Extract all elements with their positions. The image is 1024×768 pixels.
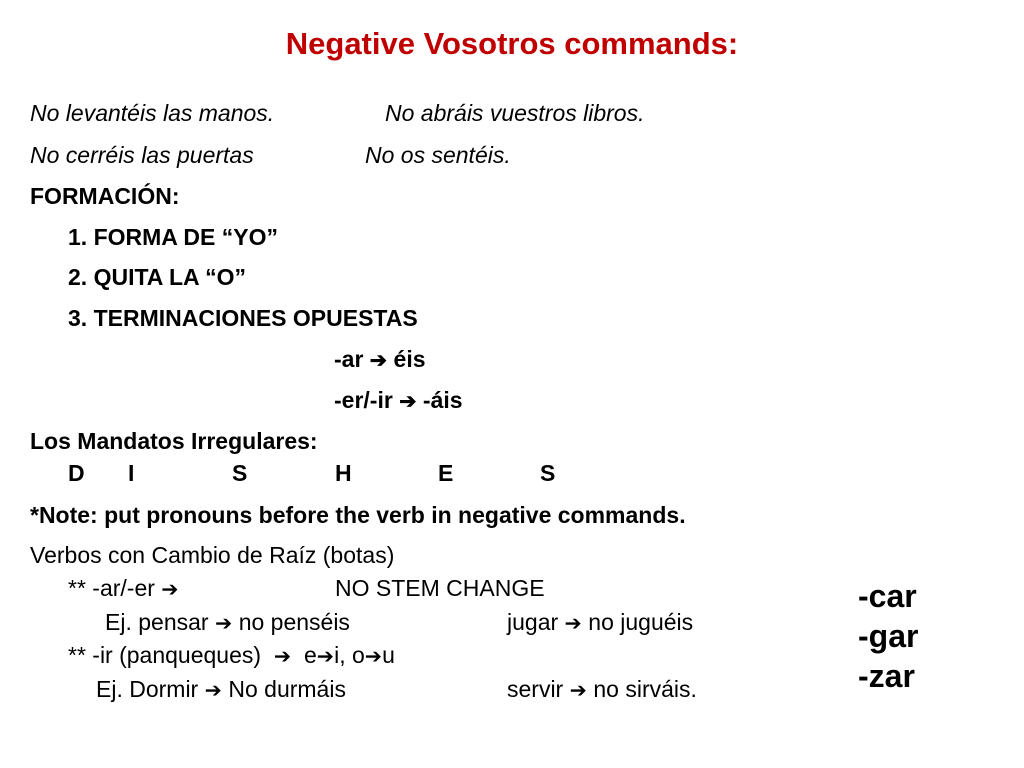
ending-ar — [334, 346, 426, 373]
formation-step-2: 2. QUITA LA “O” — [68, 264, 247, 290]
verb-infinitive: jugar — [507, 609, 559, 635]
verb-infinitive: servir — [507, 676, 564, 702]
stem-label-text: ** -ar/-er — [68, 575, 155, 601]
example-line-1 — [30, 100, 274, 127]
note-text: *Note: put pronouns before the verb in negative commands. — [30, 502, 686, 528]
ending-from: -er/-ir — [334, 387, 393, 413]
arrow-right-icon: ➔ — [214, 612, 233, 635]
verb-command: no penséis — [238, 609, 350, 635]
spelling-zar: -zar — [858, 658, 915, 694]
verb-infinitive: Ej. pensar — [105, 609, 209, 635]
dishes-letter-s: S — [232, 460, 248, 486]
arrow-right-icon: ➔ — [564, 612, 582, 635]
verb-command: No durmáis — [228, 676, 346, 702]
example-line-2 — [385, 100, 645, 127]
formation-step-3: 3. TERMINACIONES OPUESTAS — [68, 305, 418, 331]
irregulars-heading: Los Mandatos Irregulares: — [30, 428, 318, 454]
example-text: No cerréis las puertas — [30, 142, 254, 168]
example-line-3 — [30, 142, 254, 169]
vowel-u: u — [382, 642, 395, 668]
example-servir — [507, 676, 697, 703]
ending-to: -áis — [422, 387, 463, 413]
ending-from: -ar — [334, 346, 364, 372]
arrow-right-icon: ➔ — [399, 390, 417, 413]
dishes-letter-i: I — [128, 460, 135, 486]
formation-step-1: 1. FORMA DE “YO” — [68, 224, 278, 250]
verb-infinitive: Ej. Dormir — [96, 676, 199, 702]
stem-label-text: ** -ir (panqueques) — [68, 642, 262, 668]
stem-ar-er-value: NO STEM CHANGE — [335, 575, 545, 601]
dishes-letter-s2: S — [540, 460, 556, 486]
dishes-letter-d: D — [68, 460, 85, 486]
arrow-right-icon: ➔ — [161, 578, 179, 601]
spelling-car: -car — [858, 578, 917, 614]
example-text: No levantéis las manos. — [30, 100, 275, 126]
page-title: Negative Vosotros commands: — [285, 26, 739, 61]
example-text: No abráis vuestros libros. — [385, 100, 645, 126]
arrow-right-icon: ➔ — [369, 349, 388, 372]
arrow-right-icon: ➔ — [316, 645, 335, 668]
arrow-right-icon: ➔ — [364, 645, 383, 668]
example-jugar — [507, 609, 693, 636]
formation-heading: FORMACIÓN: — [30, 183, 180, 209]
stem-heading: Verbos con Cambio de Raíz (botas) — [30, 542, 395, 568]
arrow-right-icon: ➔ — [273, 645, 292, 668]
example-text: No os sentéis. — [365, 142, 511, 168]
dishes-letter-e: E — [438, 460, 454, 486]
verb-command: no sirváis. — [593, 676, 697, 702]
verb-command: no juguéis — [588, 609, 694, 635]
example-dormir — [96, 676, 346, 703]
dishes-letter-h: H — [335, 460, 352, 486]
vowel-i-o: i, o — [334, 642, 365, 668]
arrow-right-icon: ➔ — [204, 679, 222, 702]
vowel-e: e — [303, 642, 317, 668]
ending-er-ir — [334, 387, 463, 414]
stem-ir-line — [68, 642, 395, 669]
ending-to: éis — [393, 346, 426, 372]
example-line-4 — [365, 142, 511, 169]
example-pensar — [105, 609, 350, 636]
spelling-gar: -gar — [858, 618, 919, 654]
stem-ar-er-label — [68, 575, 179, 602]
arrow-right-icon: ➔ — [569, 679, 587, 702]
